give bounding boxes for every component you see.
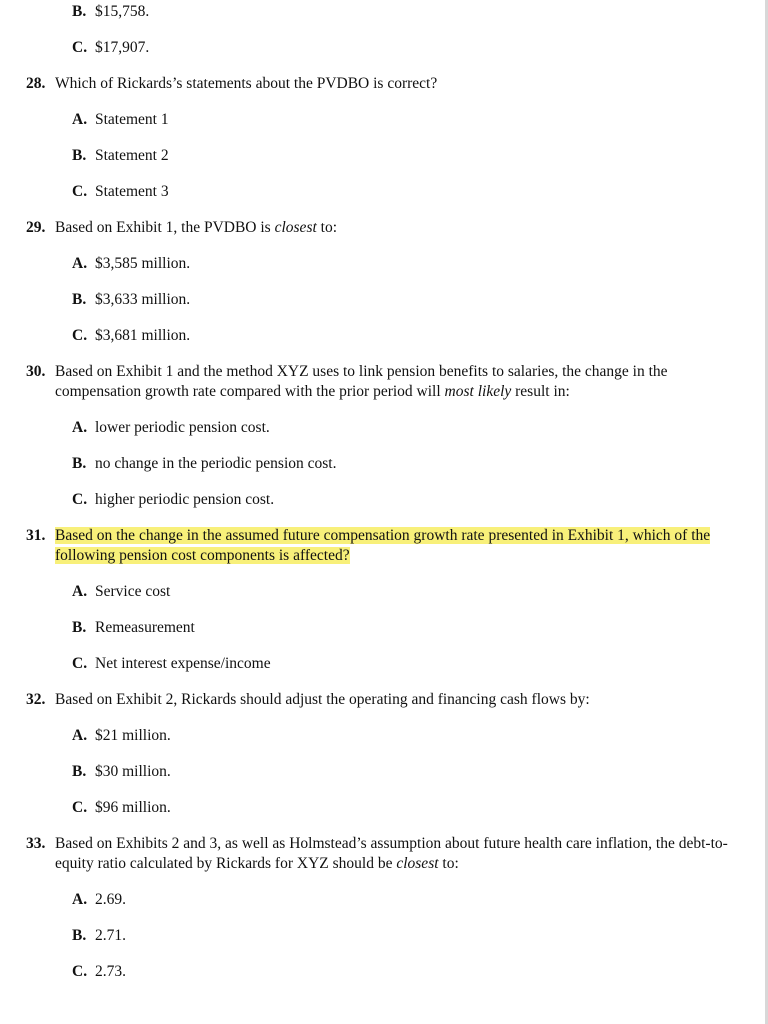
answer-option bbox=[72, 654, 271, 674]
answer-option bbox=[72, 254, 190, 274]
answer-option bbox=[72, 798, 171, 818]
option-letter: A. bbox=[72, 891, 88, 908]
option-letter: B. bbox=[72, 147, 87, 164]
option-letter: C. bbox=[72, 183, 88, 200]
answer-option bbox=[72, 290, 190, 310]
answer-option bbox=[72, 454, 336, 474]
answer-option bbox=[72, 582, 170, 602]
italic-text: closest bbox=[396, 855, 439, 872]
option-letter: B. bbox=[72, 619, 87, 636]
question-stem-line bbox=[55, 362, 668, 382]
option-text: higher periodic pension cost. bbox=[95, 491, 275, 508]
option-letter: A. bbox=[72, 111, 88, 128]
option-text: $17,907. bbox=[95, 39, 150, 56]
answer-option bbox=[72, 182, 169, 202]
option-letter: A. bbox=[72, 583, 88, 600]
question-number: 31. bbox=[26, 527, 46, 544]
answer-option bbox=[72, 890, 126, 910]
text-segment: Based on Exhibit 1, the PVDBO is bbox=[55, 219, 275, 236]
question-number: 30. bbox=[26, 363, 46, 380]
option-text: $96 million. bbox=[95, 799, 171, 816]
question-number: 28. bbox=[26, 75, 46, 92]
text-segment: to: bbox=[438, 855, 459, 872]
option-text: $30 million. bbox=[95, 763, 171, 780]
option-letter: B. bbox=[72, 763, 87, 780]
option-text: $21 million. bbox=[95, 727, 171, 744]
question-stem-line bbox=[55, 218, 337, 238]
highlighted-text bbox=[55, 527, 710, 544]
option-text: Service cost bbox=[95, 583, 171, 600]
answer-option bbox=[72, 2, 149, 22]
answer-option bbox=[72, 490, 274, 510]
option-text: Statement 2 bbox=[95, 147, 169, 164]
option-text: Statement 3 bbox=[95, 183, 169, 200]
text-segment: Based on Exhibit 2, Rickards should adjust the operating and financing cash flows by: bbox=[55, 691, 590, 708]
question-stem-line bbox=[55, 854, 728, 874]
option-text: no change in the periodic pension cost. bbox=[95, 455, 337, 472]
question-number: 32. bbox=[26, 691, 46, 708]
option-letter: A. bbox=[72, 419, 88, 436]
option-letter: B. bbox=[72, 3, 87, 20]
option-letter: B. bbox=[72, 291, 87, 308]
option-text: 2.69. bbox=[95, 891, 126, 908]
question-stem bbox=[55, 74, 437, 94]
option-text: lower periodic pension cost. bbox=[95, 419, 270, 436]
italic-text: most likely bbox=[444, 383, 512, 400]
answer-option bbox=[72, 146, 169, 166]
option-text: Remeasurement bbox=[95, 619, 195, 636]
option-text: Net interest expense/income bbox=[95, 655, 271, 672]
option-letter: C. bbox=[72, 491, 88, 508]
option-letter: B. bbox=[72, 927, 87, 944]
text-segment: Based on Exhibits 2 and 3, as well as Holmstead’s assumption about future health care inflation, the debt-to- bbox=[55, 835, 728, 852]
question-stem bbox=[55, 690, 590, 710]
option-text: $3,585 million. bbox=[95, 255, 191, 272]
question-number: 29. bbox=[26, 219, 46, 236]
option-letter: C. bbox=[72, 963, 88, 980]
option-text: $3,633 million. bbox=[95, 291, 191, 308]
question-stem-line bbox=[55, 546, 710, 566]
option-text: $15,758. bbox=[95, 3, 150, 20]
option-letter: A. bbox=[72, 727, 88, 744]
option-text: 2.73. bbox=[95, 963, 126, 980]
question-stem bbox=[55, 834, 728, 874]
option-letter: A. bbox=[72, 255, 88, 272]
question-stem-line bbox=[55, 382, 668, 402]
text-segment: Based on Exhibit 1 and the method XYZ uses to link pension benefits to salaries, the change in the bbox=[55, 363, 668, 380]
option-text: Statement 1 bbox=[95, 111, 169, 128]
answer-option bbox=[72, 726, 171, 746]
option-letter: B. bbox=[72, 455, 87, 472]
answer-option bbox=[72, 110, 169, 130]
question-stem bbox=[55, 218, 337, 238]
text-segment: to: bbox=[316, 219, 338, 236]
answer-option bbox=[72, 326, 190, 346]
option-letter: C. bbox=[72, 655, 88, 672]
answer-option bbox=[72, 926, 126, 946]
italic-text: closest bbox=[274, 219, 317, 236]
highlighted-text bbox=[55, 547, 350, 564]
answer-option bbox=[72, 418, 270, 438]
answer-option bbox=[72, 38, 149, 58]
question-stem bbox=[55, 362, 668, 402]
question-number: 33. bbox=[26, 835, 46, 852]
text-segment: compensation growth rate compared with the prior period will bbox=[55, 383, 445, 400]
question-stem bbox=[55, 526, 710, 566]
question-stem-line bbox=[55, 74, 437, 94]
text-segment: equity ratio calculated by Rickards for XYZ should be bbox=[55, 855, 397, 872]
question-stem-line bbox=[55, 526, 710, 546]
option-text: $3,681 million. bbox=[95, 327, 191, 344]
answer-option bbox=[72, 618, 195, 638]
option-letter: C. bbox=[72, 39, 88, 56]
text-segment: result in: bbox=[511, 383, 570, 400]
option-letter: C. bbox=[72, 799, 88, 816]
question-stem-line bbox=[55, 690, 590, 710]
answer-option bbox=[72, 762, 171, 782]
option-text: 2.71. bbox=[95, 927, 126, 944]
text-segment: Which of Rickards’s statements about the PVDBO is correct? bbox=[55, 75, 438, 92]
text-segment: Based on the change in the assumed future compensation growth rate presented in Exhibit 1, which of the bbox=[55, 527, 711, 544]
question-stem-line bbox=[55, 834, 728, 854]
text-segment: following pension cost components is affected? bbox=[55, 547, 350, 564]
answer-option bbox=[72, 962, 126, 982]
option-letter: C. bbox=[72, 327, 88, 344]
